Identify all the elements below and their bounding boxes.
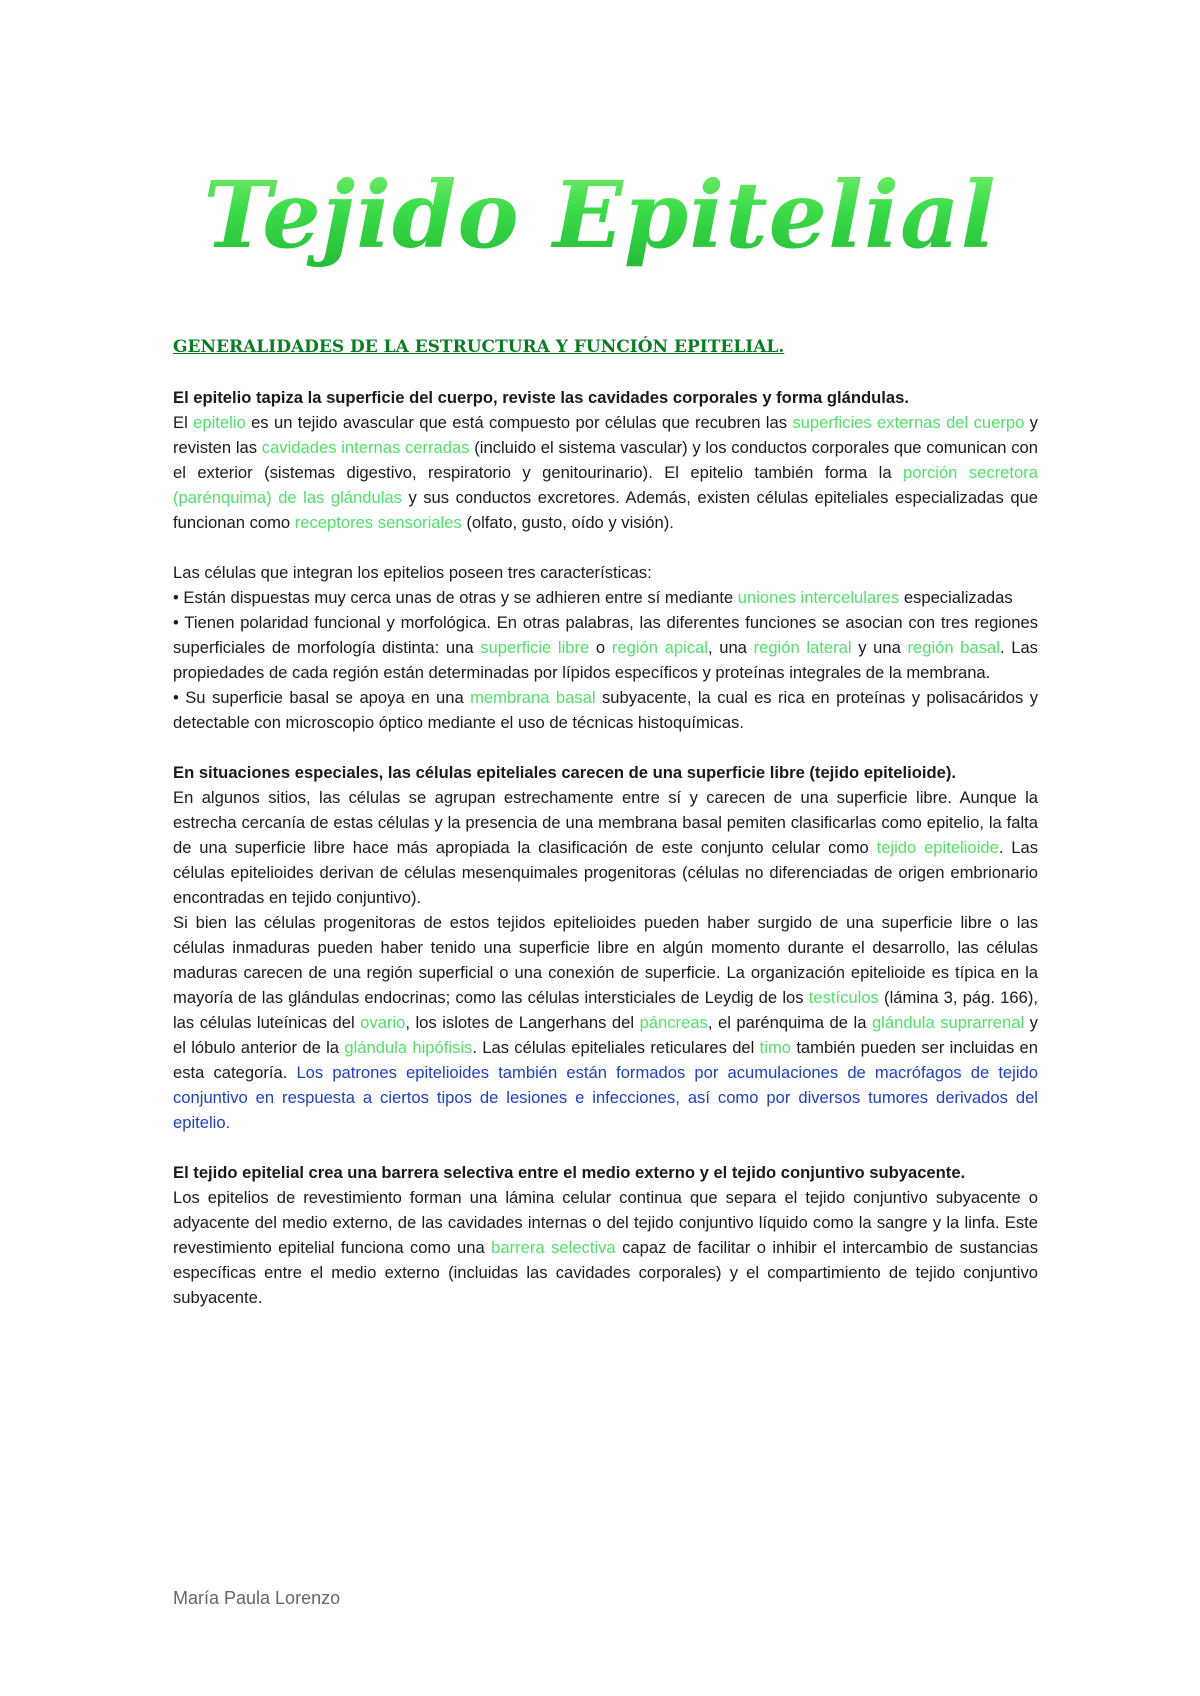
highlight-term: región basal [907, 638, 1000, 657]
text-run: Si bien las células progenitoras de estos tejidos epitelioides pueden haber surgido de una superficie libre o las células inmaduras pueden haber tenido una superficie libre en algún momento durante el desarrollo, las células maduras carecen de una región superficial o una conexión de superficie. La organización epitelioide es típica en la mayoría de las glándulas endocrinas; como las células intersticiales de Leydig de los [173, 913, 1038, 1007]
text-run: El [173, 413, 194, 432]
text-run: especializadas [899, 588, 1013, 607]
text-run: , el parénquima de la [707, 1013, 872, 1032]
section-3-lead: En situaciones especiales, las células epiteliales carecen de una superficie libre (tejido epitelioide). [173, 763, 956, 782]
section-3-paragraph-2 [173, 910, 1038, 1135]
bullet-item [173, 585, 1038, 610]
author-footer: María Paula Lorenzo [173, 1588, 341, 1608]
text-run: (incluido el sistema vascular) y los conductos corporales que comunican con el exterior (sistemas digestivo, respiratorio y genitourinario). El epitelio también forma la [173, 438, 1038, 482]
highlight-term: ovario [360, 1013, 406, 1032]
section-4-lead: El tejido epitelial crea una barrera selectiva entre el medio externo y el tejido conjuntivo subyacente. [173, 1163, 966, 1182]
section-4-paragraph [173, 1185, 1038, 1310]
text-run: y sus conductos excretores. Además, existen células epiteliales especializadas que funcionan como [173, 488, 1038, 532]
text-run: también pueden ser incluidas en esta categoría. [173, 1038, 1038, 1082]
bullet-item [173, 610, 1038, 685]
spacer [173, 535, 1038, 560]
blue-note: Los patrones epitelioides también están formados por acumulaciones de macrófagos de tejido conjuntivo en respuesta a ciertos tipos de lesiones e infecciones, así como por diversos tumores derivados del epitelio. [173, 1063, 1038, 1132]
text-run: subyacente, la cual es rica en proteínas y polisacáridos y detectable con microscopio óptico mediante el uso de técnicas histoquímicas. [173, 688, 1038, 732]
highlight-term: superficie libre [480, 638, 590, 657]
highlight-term: glándula hipófisis [344, 1038, 473, 1057]
text-run: , los islotes de Langerhans del [405, 1013, 640, 1032]
text-run: y una [851, 638, 908, 657]
text-run: , una [707, 638, 754, 657]
text-run: o [589, 638, 612, 657]
text-run: (lámina 3, pág. 166), las células luteínicas del [173, 988, 1039, 1032]
text-run: • Tienen polaridad funcional y morfológica. En otras palabras, las diferentes funciones se asocian con tres regiones superficiales de morfología distinta: una [173, 613, 1038, 657]
text-run: es un tejido avascular que está compuesto por células que recubren las [245, 413, 793, 432]
text-run: y revisten las [173, 413, 1038, 457]
highlight-term: superficies externas del cuerpo [792, 413, 1025, 432]
document-body [173, 335, 1038, 1310]
section-heading: GENERALIDADES DE LA ESTRUCTURA Y FUNCIÓN EPITELIAL. [173, 337, 785, 357]
highlight-term: tejido epitelioide [876, 838, 999, 857]
text-run: En algunos sitios, las células se agrupan estrechamente entre sí y carecen de una superficie libre. Aunque la estrecha cercanía de estas células y la presencia de una membrana basal pemiten clasificarlas como epitelio, la falta de una superficie libre hace más apropiada la clasificación de este conjunto celular como [173, 788, 1038, 857]
text-run: Los epitelios de revestimiento forman una lámina celular continua que separa el tejido conjuntivo subyacente o adyacente del medio externo, de las cavidades internas o del tejido conjuntivo líquido como la sangre y la linfa. Este revestimiento epitelial funciona como una [173, 1188, 1038, 1257]
section-1-lead: El epitelio tapiza la superficie del cuerpo, reviste las cavidades corporales y forma glándulas. [173, 388, 909, 407]
highlight-term: membrana basal [470, 688, 596, 707]
highlight-term: receptores sensoriales [294, 513, 462, 532]
text-run: . Las células epitelioides derivan de células mesenquimales progenitoras (células no diferenciadas de origen embrionario encontradas en tejido conjuntivo). [173, 838, 1038, 907]
text-run: • Su superficie basal se apoya en una [173, 688, 471, 707]
spacer [173, 1135, 1038, 1160]
highlight-term: cavidades internas cerradas [261, 438, 470, 457]
text-run: y el lóbulo anterior de la [173, 1013, 1038, 1057]
highlight-term: región lateral [753, 638, 852, 657]
highlight-term: testículos [808, 988, 879, 1007]
text-run: . Las células epiteliales reticulares del [472, 1038, 760, 1057]
text-run: • Están dispuestas muy cerca unas de otras y se adhieren entre sí mediante [173, 588, 738, 607]
highlight-term: epitelio [193, 413, 246, 432]
text-run: (olfato, gusto, oído y visión). [461, 513, 674, 532]
highlight-term: uniones intercelulares [737, 588, 900, 607]
spacer [173, 735, 1038, 760]
highlight-term: páncreas [639, 1013, 708, 1032]
highlight-term: región apical [611, 638, 708, 657]
section-1-paragraph [173, 410, 1038, 535]
highlight-term: timo [759, 1038, 792, 1057]
text-run: . Las propiedades de cada región están determinadas por lípidos específicos y proteínas integrales de la membrana. [173, 638, 1038, 682]
highlight-term: glándula suprarrenal [871, 1013, 1025, 1032]
bullet-item [173, 685, 1038, 735]
section-3-paragraph [173, 785, 1038, 910]
text-run: capaz de facilitar o inhibir el intercambio de sustancias específicas entre el medio externo (incluidas las cavidades corporales) y el compartimiento de tejido conjuntivo subyacente. [173, 1238, 1038, 1307]
highlight-term: porción secretora (parénquima) de las glándulas [173, 463, 1038, 507]
section-2-intro: Las células que integran los epitelios poseen tres características: [173, 563, 652, 582]
highlight-term: barrera selectiva [491, 1238, 616, 1257]
page-title: Tejido Epitelial [0, 150, 1200, 280]
